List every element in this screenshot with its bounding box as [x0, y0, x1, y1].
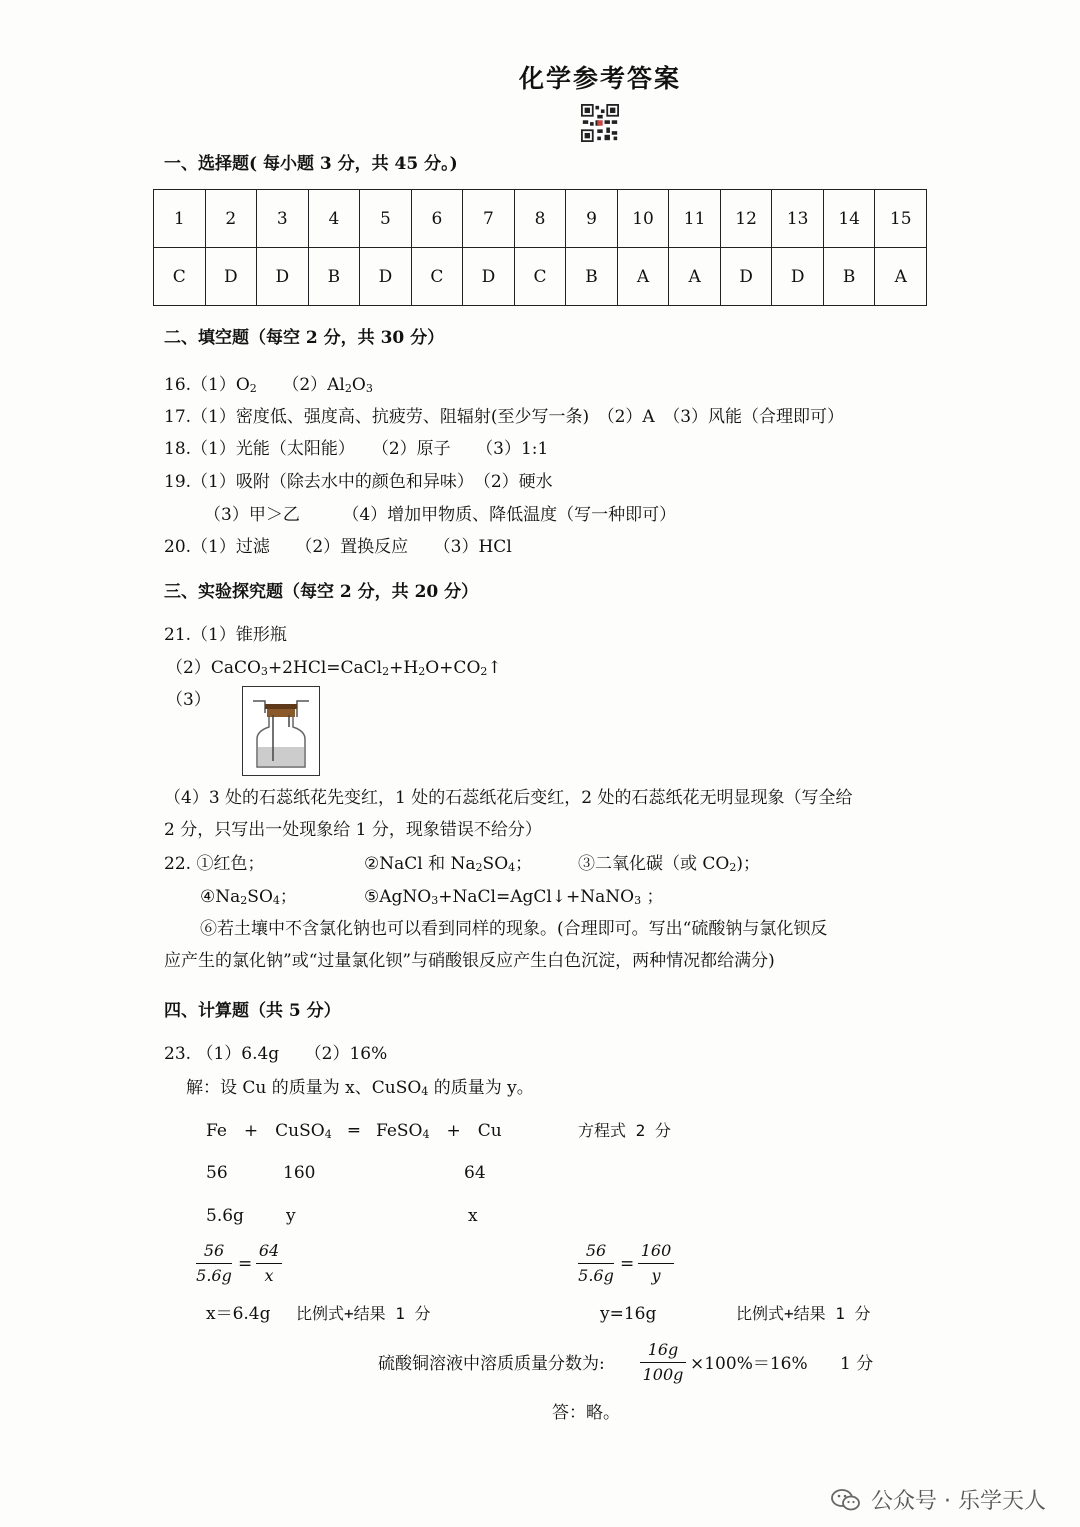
answer-21-3-label: （3）: [166, 690, 211, 710]
answer-22-4: $④Na_2SO_4$；: [200, 887, 297, 908]
question-number-cell: 8: [514, 190, 566, 248]
choice-answer-table: [153, 189, 927, 306]
answer-21-2: $(2)CaCO_3+2HCl=CaCl_2+H_2O+CO_2↑$: [166, 658, 502, 679]
answer-19-line2: （3）甲＞乙 （4）增加甲物质、降低温度（写一种即可）: [204, 505, 677, 525]
unknown-x: x: [468, 1206, 478, 1226]
answer-cell: D: [463, 248, 515, 306]
page-title: 化学参考答案: [518, 64, 681, 93]
answer-cell: D: [205, 248, 257, 306]
answer-22-5: ⑤AgNO$_3$+NaCl=AgCl↓+NaNO$_3$ ；: [364, 887, 664, 908]
given-5-6g: 5.6g: [206, 1206, 244, 1226]
answer-23: 23. （1）6.4g （2）16%: [164, 1044, 388, 1064]
question-number-cell: 12: [720, 190, 772, 248]
answer-19-line1: 19.（1）吸附（除去水中的颜色和异味） （2）硬水: [164, 472, 553, 492]
answer-18: 18.（1）光能（太阳能） （2）原子 （3）1:1: [164, 439, 549, 459]
answer-cell: A: [875, 248, 927, 306]
question-number-cell: 10: [617, 190, 669, 248]
section-calculation-heading: 四、计算题（共 5 分）: [164, 1001, 341, 1021]
answer-22-6-line1: ⑥若土壤中不含氯化钠也可以看到同样的现象。(合理即可。写出“硫酸钠与氯化钡反: [200, 919, 828, 939]
fraction-16g-over-100g: $\frac{16g}{100g}$: [640, 1340, 686, 1385]
answer-cell: D: [360, 248, 412, 306]
answer-cell: B: [566, 248, 618, 306]
answer-row: [154, 248, 927, 306]
answer-cell: B: [823, 248, 875, 306]
question-number-cell: 6: [411, 190, 463, 248]
fraction-160-over-y: $\frac{160}{y}$: [638, 1241, 674, 1286]
question-number-row: [154, 190, 927, 248]
equals-sign-b: =: [620, 1254, 635, 1274]
section-experiment-heading: 三、实验探究题（每空 2 分，共 20 分）: [164, 582, 479, 602]
answer-22-3: ③二氧化碳（或 $CO_2$)；: [578, 854, 761, 875]
equation-score-note: 方程式 2 分: [578, 1121, 671, 1140]
question-number-cell: 3: [257, 190, 309, 248]
answer-22-1: 22. ①红色；: [164, 854, 265, 874]
mass-64: 64: [464, 1163, 486, 1183]
reaction-equation: Fe + CuSO$_4$ ═ FeSO$_4$ + Cu: [206, 1121, 502, 1142]
question-number-cell: 13: [772, 190, 824, 248]
answer-cell: A: [669, 248, 721, 306]
x-result: x＝6.4g: [206, 1304, 271, 1324]
question-number-cell: 9: [566, 190, 618, 248]
answer-cell: B: [308, 248, 360, 306]
question-number-cell: 15: [875, 190, 927, 248]
answer-cell: D: [772, 248, 824, 306]
answer-21-4-line1: （4）3 处的石蕊纸花先变红，1 处的石蕊纸花后变红，2 处的石蕊纸花无明显现象（写全给: [164, 788, 853, 808]
answer-cell: C: [411, 248, 463, 306]
question-number-cell: 14: [823, 190, 875, 248]
answer-22-6-line2: 应产生的氯化钠”或“过量氯化钡”与硝酸银反应产生白色沉淀，两种情况都给满分): [164, 951, 775, 971]
answer-cell: A: [617, 248, 669, 306]
unknown-y: y: [286, 1206, 296, 1226]
question-number-cell: 11: [669, 190, 721, 248]
answer-cell: C: [514, 248, 566, 306]
x-score-note: 比例式+结果 1 分: [296, 1304, 431, 1323]
wechat-icon: [831, 1488, 861, 1512]
final-answer: 答：略。: [552, 1403, 620, 1423]
mass-fraction-label: 硫酸铜溶液中溶质质量分数为:: [378, 1354, 605, 1374]
answer-16: $16.(1)O_2$ $(2)Al_2O_3$: [164, 375, 373, 396]
answer-cell: D: [720, 248, 772, 306]
question-number-cell: 5: [360, 190, 412, 248]
gas-collection-bottle-diagram: [242, 686, 320, 776]
question-number-cell: 2: [205, 190, 257, 248]
answer-21-4-line2: 2 分，只写出一处现象给 1 分，现象错误不给分）: [164, 820, 542, 840]
watermark-text: 公众号 · 乐学天人: [871, 1489, 1046, 1514]
mass-fraction-score: 1 分: [840, 1354, 874, 1374]
answer-22-2: ②NaCl 和 $Na_2SO_4$；: [364, 854, 533, 875]
answer-17: 17.（1）密度低、强度高、抗疲劳、阻辐射(至少写一条) （2）A （3）风能（合理即可）: [164, 407, 845, 427]
y-score-note: 比例式+结果 1 分: [736, 1304, 871, 1323]
mass-160: 160: [283, 1163, 316, 1183]
question-number-cell: 1: [154, 190, 206, 248]
answer-cell: C: [154, 248, 206, 306]
fraction-64-over-x: $\frac{64}{x}$: [256, 1241, 282, 1286]
answer-cell: D: [257, 248, 309, 306]
section-fill-heading: 二、填空题（每空 2 分，共 30 分）: [164, 328, 445, 348]
mass-56: 56: [206, 1163, 228, 1183]
question-number-cell: 7: [463, 190, 515, 248]
fraction-56-over-5-6g: $\frac{56}{5.6g}$: [196, 1241, 232, 1285]
qr-code-icon: [581, 104, 619, 142]
watermark: [831, 1484, 1046, 1515]
section-choice-heading: 一、选择题( 每小题 3 分，共 45 分。): [164, 154, 458, 174]
solution-setup: 解：设 Cu 的质量为 x、CuSO$_4$ 的质量为 y。: [186, 1078, 534, 1099]
equals-sign: =: [238, 1254, 253, 1274]
answer-21-1: 21.（1）锥形瓶: [164, 625, 287, 645]
fraction-56-over-5-6g-b: $\frac{56}{5.6g}$: [578, 1241, 614, 1285]
mass-fraction-result: ×100%＝16%: [690, 1354, 808, 1374]
answer-20: 20.（1）过滤 （2）置换反应 （3）HCl: [164, 537, 512, 557]
y-result: y=16g: [600, 1304, 657, 1324]
question-number-cell: 4: [308, 190, 360, 248]
